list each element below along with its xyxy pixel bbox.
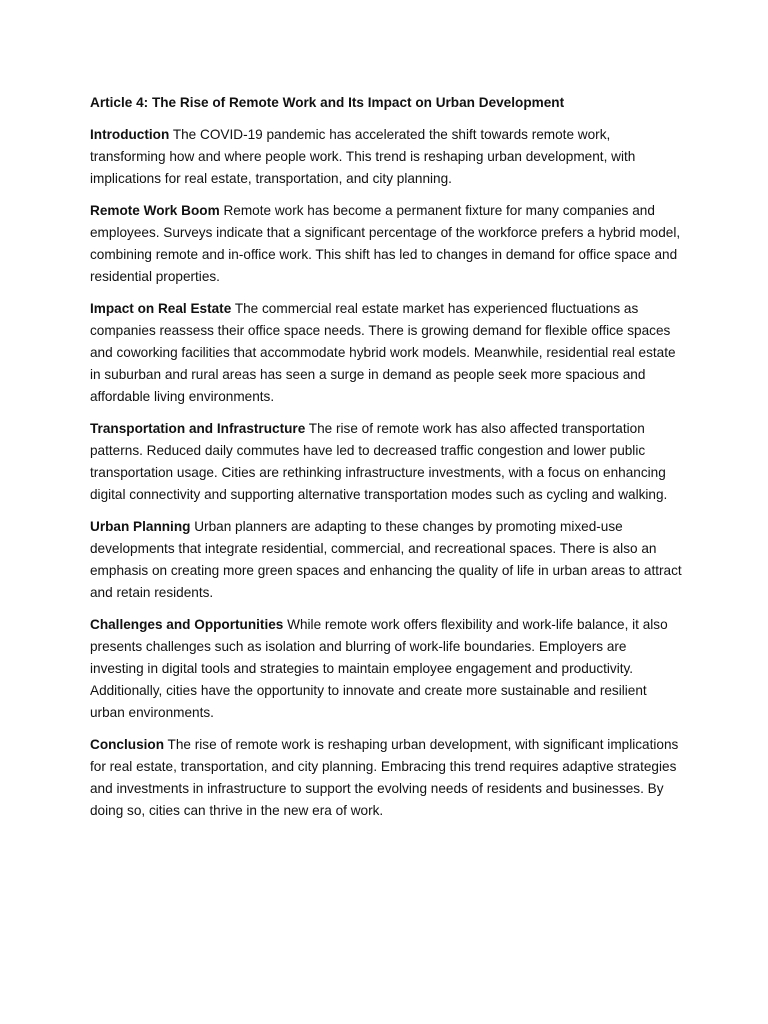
document-page (90, 92, 682, 832)
section-body: The COVID-19 pandemic has accelerated the shift towards remote work, transforming how and where people work. This trend is reshaping urban development, with implications for real estate, transportation, and city planning. (90, 127, 636, 186)
section-body: The commercial real estate market has experienced fluctuations as companies reassess their office space needs. There is growing demand for flexible office spaces and coworking facilities that accommodate hybrid work models. Meanwhile, residential real estate in suburban and rural areas has seen a surge in demand as people seek more spacious and affordable living environments. (90, 301, 676, 404)
section-introduction (90, 124, 682, 190)
section-heading: Remote Work Boom (90, 203, 220, 218)
section-remote-work-boom (90, 200, 682, 288)
section-heading: Conclusion (90, 737, 165, 752)
section-heading: Challenges and Opportunities (90, 617, 284, 632)
section-conclusion (90, 734, 682, 822)
section-heading: Introduction (90, 127, 170, 142)
section-heading: Transportation and Infrastructure (90, 421, 306, 436)
section-transportation-and-infrastructure (90, 418, 682, 506)
section-body: The rise of remote work has also affected transportation patterns. Reduced daily commutes have led to decreased traffic congestion and lower public transportation usage. Cities are rethinking infrastructure investments, with a focus on enhancing digital connectivity and supporting alternative transportation modes such as cycling and walking. (90, 421, 668, 502)
section-body: Remote work has become a permanent fixture for many companies and employees. Surveys indicate that a significant percentage of the workforce prefers a hybrid model, combining remote and in-office work. This shift has led to changes in demand for office space and residential properties. (90, 203, 681, 284)
section-challenges-and-opportunities (90, 614, 682, 724)
section-urban-planning (90, 516, 682, 604)
section-impact-on-real-estate (90, 298, 682, 408)
section-body: The rise of remote work is reshaping urban development, with significant implications for real estate, transportation, and city planning. Embracing this trend requires adaptive strategies and investments in infrastructure to support the evolving needs of residents and businesses. By doing so, cities can thrive in the new era of work. (90, 737, 679, 818)
section-heading: Impact on Real Estate (90, 301, 232, 316)
section-body: Urban planners are adapting to these changes by promoting mixed-use developments that integrate residential, commercial, and recreational spaces. There is also an emphasis on creating more green spaces and enhancing the quality of life in urban areas to attract and retain residents. (90, 519, 682, 600)
article-title: Article 4: The Rise of Remote Work and Its Impact on Urban Development (90, 95, 565, 110)
section-heading: Urban Planning (90, 519, 191, 534)
section-body: While remote work offers flexibility and work-life balance, it also presents challenges such as isolation and blurring of work-life boundaries. Employers are investing in digital tools and strategies to maintain employee engagement and productivity. Additionally, cities have the opportunity to innovate and create more sustainable and resilient urban environments. (90, 617, 668, 720)
